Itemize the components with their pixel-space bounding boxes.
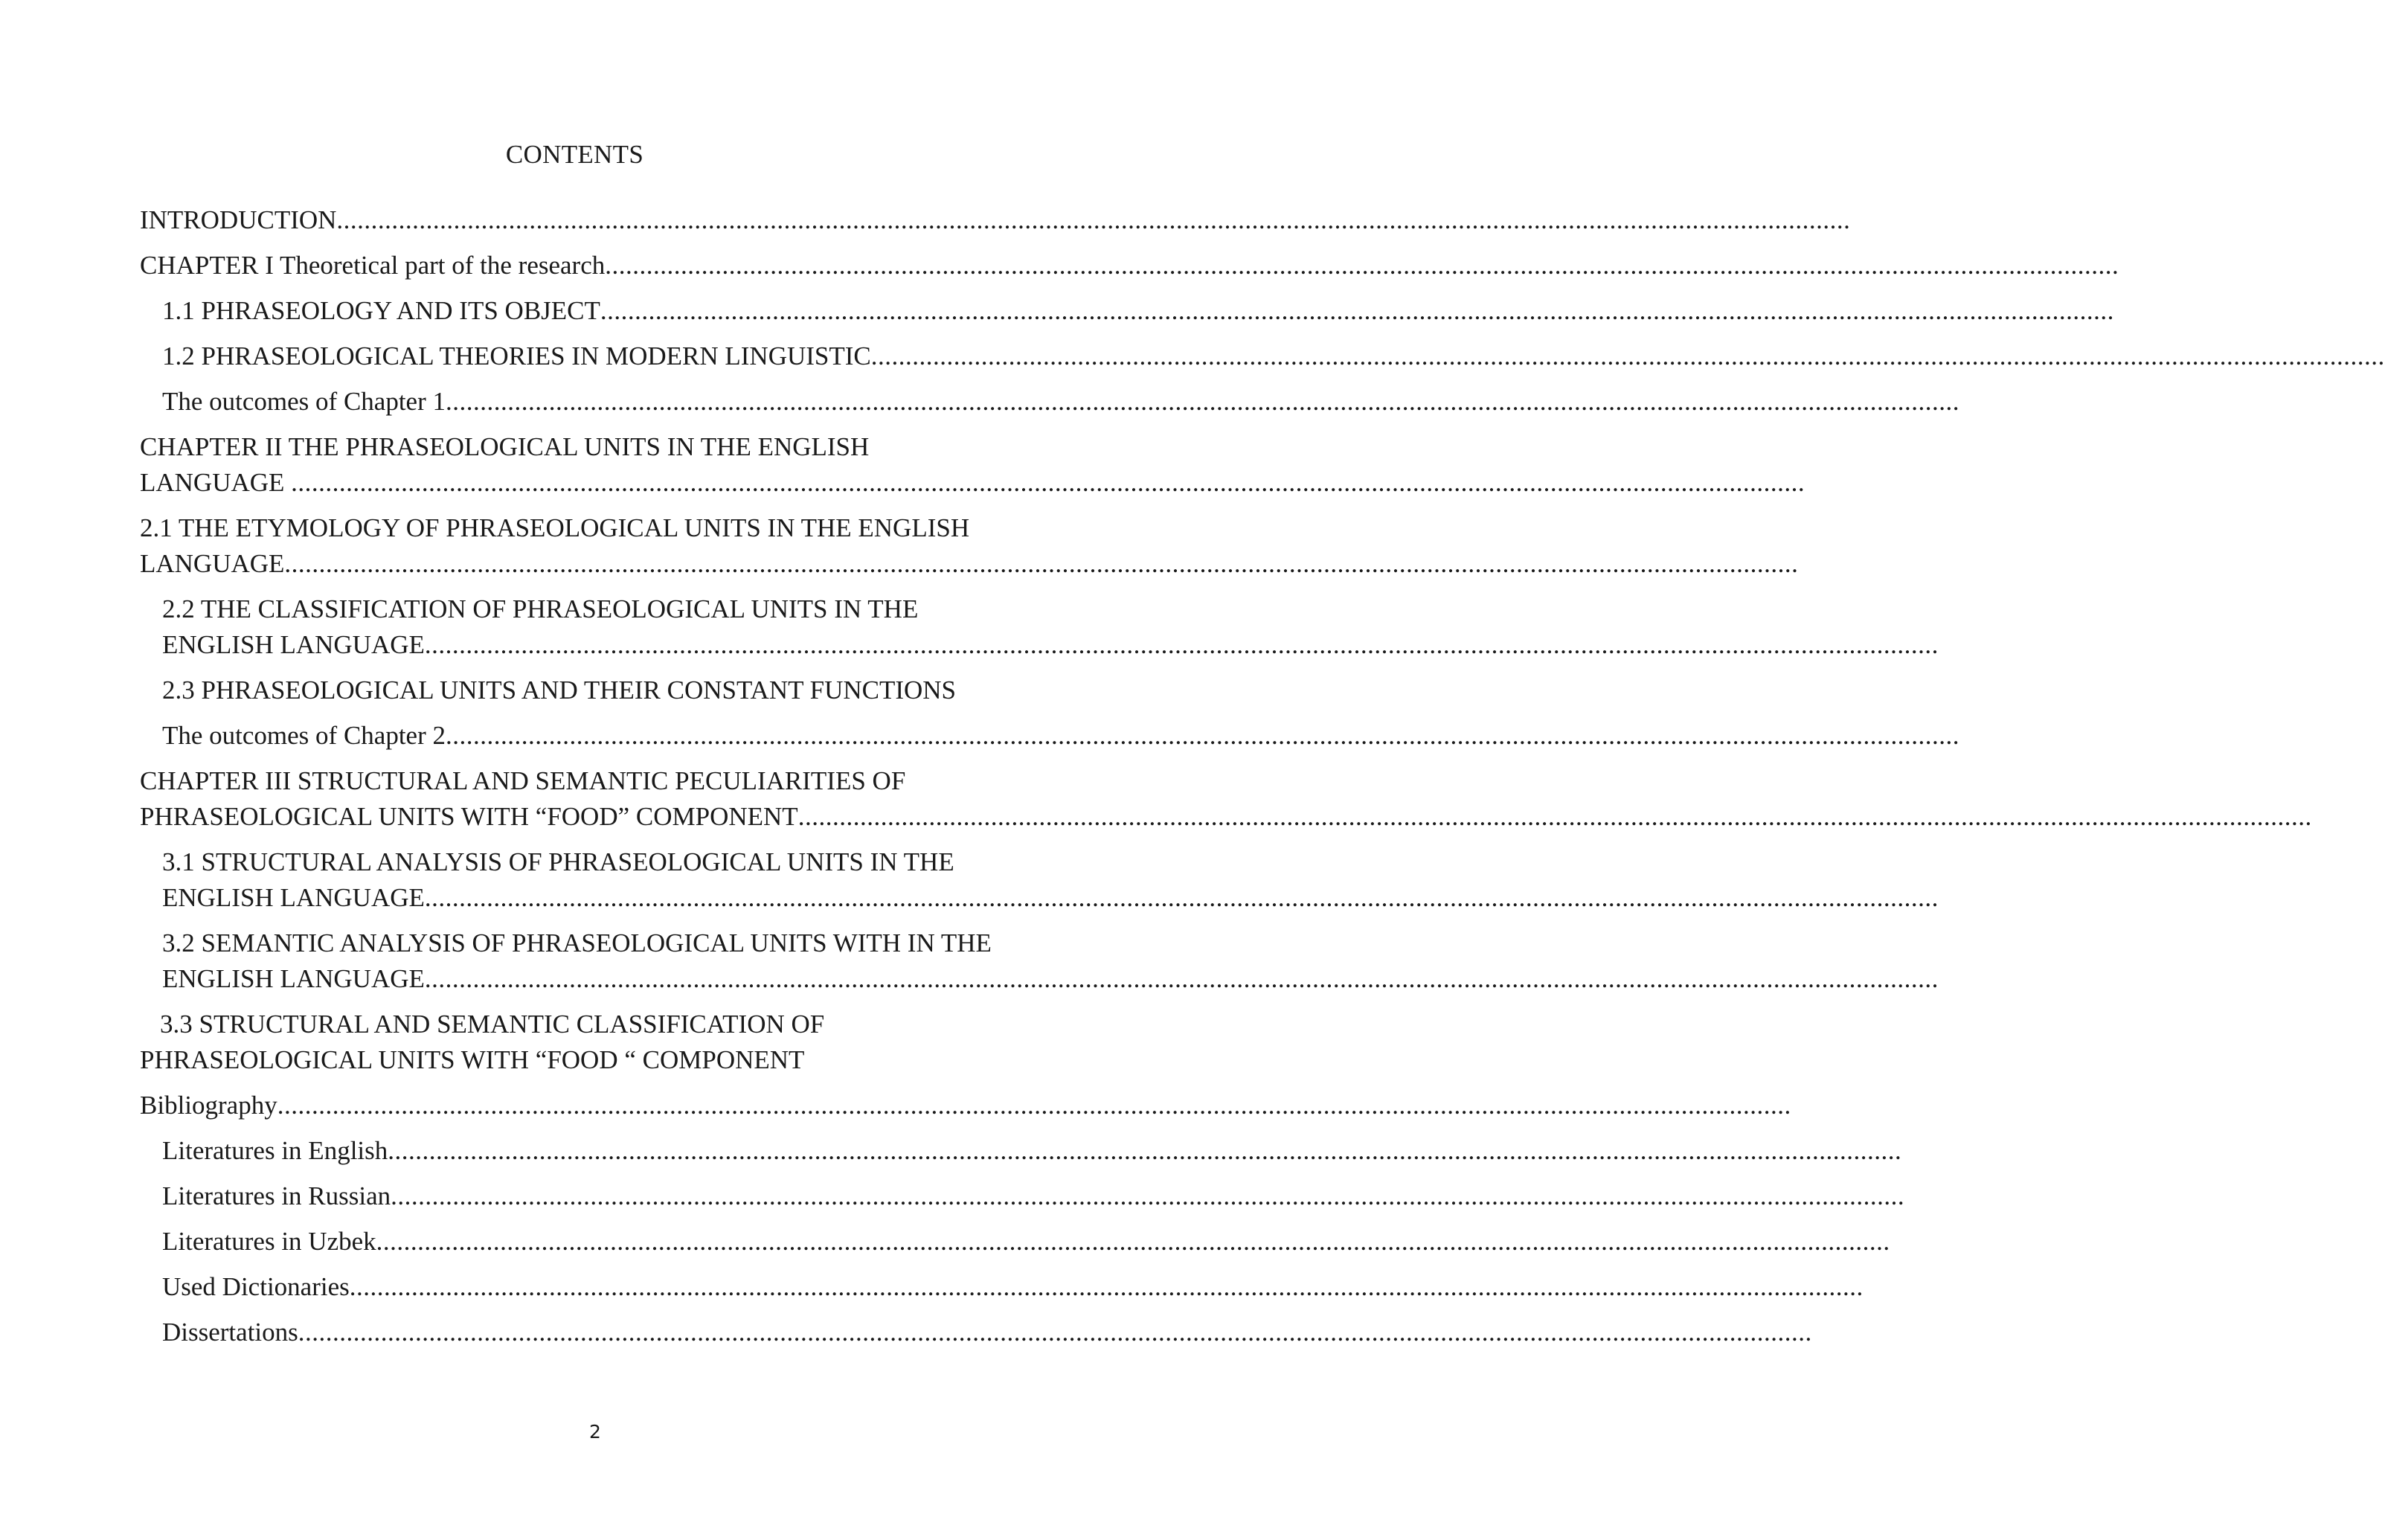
toc-entry-text: 1.2 PHRASEOLOGICAL THEORIES IN MODERN LINGUISTIC [162, 341, 871, 370]
toc-entry-line [162, 961, 1939, 997]
toc-entry-text: CHAPTER II THE PHRASEOLOGICAL UNITS IN THE ENGLISH [140, 432, 870, 461]
toc-entry [140, 1007, 1050, 1078]
toc-entry-line [140, 1042, 1050, 1078]
page-number: 2 [589, 1421, 601, 1443]
toc-entry-text: LANGUAGE [140, 549, 285, 578]
toc-entry-line [162, 1178, 1905, 1214]
leader-dots: ............................................................................................................................................................................................................................ [600, 296, 2114, 325]
leader-dots: ............................................................................................................................................................................................................................ [424, 630, 1939, 659]
toc-entry-text: ENGLISH LANGUAGE [162, 630, 425, 659]
toc-entry-line [140, 465, 1805, 501]
toc-entry-text: ENGLISH LANGUAGE [162, 964, 425, 993]
toc-entry [140, 673, 1050, 708]
leader-dots: ............................................................................................................................................................................................................................ [336, 205, 1851, 234]
toc-entry-text: 1.1 PHRASEOLOGY AND ITS OBJECT [162, 296, 600, 325]
leader-dots: ............................................................................................................................................................................................................................ [291, 468, 1805, 497]
toc-entry-line [140, 248, 2119, 283]
toc-entry-line [162, 673, 1050, 708]
toc-entry-text: PHRASEOLOGICAL UNITS WITH “FOOD “ COMPONENT [140, 1045, 805, 1074]
table-of-contents [140, 202, 2385, 1360]
toc-entry [140, 1224, 1890, 1260]
leader-dots: ............................................................................................................................................................................................................................ [388, 1136, 1902, 1165]
toc-entry-text: 3.2 SEMANTIC ANALYSIS OF PHRASEOLOGICAL UNITS WITH IN THE [162, 928, 992, 957]
toc-entry-text: ENGLISH LANGUAGE [162, 883, 425, 912]
leader-dots: ............................................................................................................................................................................................................................ [797, 802, 2312, 831]
toc-entry [140, 384, 1960, 420]
leader-dots: ............................................................................................................................................................................................................................ [446, 387, 1960, 416]
leader-dots: ............................................................................................................................................................................................................................ [391, 1181, 1905, 1210]
toc-entry-line [162, 591, 1050, 627]
leader-dots: ............................................................................................................................................................................................................................ [424, 964, 1939, 993]
leader-dots: ............................................................................................................................................................................................................................ [446, 721, 1960, 750]
toc-entry-line [140, 799, 2312, 835]
leader-dots: ............................................................................................................................................................................................................................ [376, 1227, 1890, 1256]
leader-dots: ............................................................................................................................................................................................................................ [349, 1272, 1864, 1301]
toc-entry-text: 2.3 PHRASEOLOGICAL UNITS AND THEIR CONSTANT FUNCTIONS [162, 676, 957, 705]
toc-entry-line [140, 546, 1799, 582]
toc-entry-text: INTRODUCTION [140, 205, 337, 234]
toc-entry-line [162, 1224, 1890, 1260]
toc-entry-text: Bibliography [140, 1091, 277, 1120]
toc-entry [140, 925, 1939, 997]
toc-entry-text: Used Dictionaries [162, 1272, 350, 1301]
toc-entry-text: CHAPTER III STRUCTURAL AND SEMANTIC PECULIARITIES OF [140, 766, 906, 795]
toc-entry-line [162, 844, 1050, 880]
toc-entry-line [162, 1315, 1812, 1350]
leader-dots: ............................................................................................................................................................................................................................ [284, 549, 1799, 578]
toc-entry-text: The outcomes of Chapter 2 [162, 721, 446, 750]
toc-entry [140, 763, 2312, 835]
toc-entry [140, 591, 1939, 663]
leader-dots: ............................................................................................................................................................................................................................ [298, 1318, 1812, 1347]
toc-entry-line [140, 510, 1050, 546]
toc-entry-text: LANGUAGE [140, 468, 292, 497]
toc-entry-text: 2.2 THE CLASSIFICATION OF PHRASEOLOGICAL UNITS IN THE [162, 594, 919, 623]
toc-entry [140, 718, 1960, 754]
toc-entry-text: 3.3 STRUCTURAL AND SEMANTIC CLASSIFICATION OF [160, 1010, 825, 1039]
toc-entry [140, 1088, 1791, 1123]
toc-entry-text: Literatures in Russian [162, 1181, 391, 1210]
toc-entry-line [162, 925, 1050, 961]
leader-dots: ............................................................................................................................................................................................................................ [870, 341, 2385, 370]
toc-entry-text: CHAPTER I Theoretical part of the research [140, 251, 606, 280]
toc-entry [140, 1133, 1902, 1169]
toc-entry-line [162, 293, 2114, 329]
toc-entry [140, 429, 1805, 501]
toc-entry-line [140, 429, 1050, 465]
toc-entry [140, 510, 1799, 582]
toc-entry [140, 293, 2114, 329]
toc-entry-text: PHRASEOLOGICAL UNITS WITH “FOOD” COMPONENT [140, 802, 798, 831]
toc-entry-text: 3.1 STRUCTURAL ANALYSIS OF PHRASEOLOGICAL UNITS IN THE [162, 847, 954, 876]
toc-entry [140, 202, 1851, 238]
leader-dots: ............................................................................................................................................................................................................................ [277, 1091, 1791, 1120]
toc-entry-text: Literatures in English [162, 1136, 388, 1165]
toc-entry-text: 2.1 THE ETYMOLOGY OF PHRASEOLOGICAL UNITS IN THE ENGLISH [140, 513, 970, 542]
toc-entry-text: The outcomes of Chapter 1 [162, 387, 446, 416]
toc-entry-line [162, 1133, 1902, 1169]
page-title: CONTENTS [505, 140, 644, 169]
toc-entry-line [162, 339, 2385, 374]
toc-entry-line [162, 718, 1960, 754]
toc-entry [140, 844, 1939, 916]
toc-entry-line [140, 1088, 1791, 1123]
toc-entry [140, 248, 2119, 283]
toc-entry-text: Dissertations [162, 1318, 298, 1347]
toc-entry [140, 1178, 1905, 1214]
toc-entry-line [162, 627, 1939, 663]
toc-entry-line [140, 763, 1050, 799]
toc-entry-line [162, 1269, 1864, 1305]
toc-entry-text: Literatures in Uzbek [162, 1227, 376, 1256]
leader-dots: ............................................................................................................................................................................................................................ [424, 883, 1939, 912]
toc-entry [140, 1315, 1812, 1350]
leader-dots: ............................................................................................................................................................................................................................ [605, 251, 2119, 280]
toc-entry-line [140, 1007, 1050, 1042]
toc-entry-line [140, 202, 1851, 238]
toc-entry [140, 339, 2385, 374]
toc-entry-line [162, 880, 1939, 916]
toc-entry-line [162, 384, 1960, 420]
toc-entry [140, 1269, 1864, 1305]
